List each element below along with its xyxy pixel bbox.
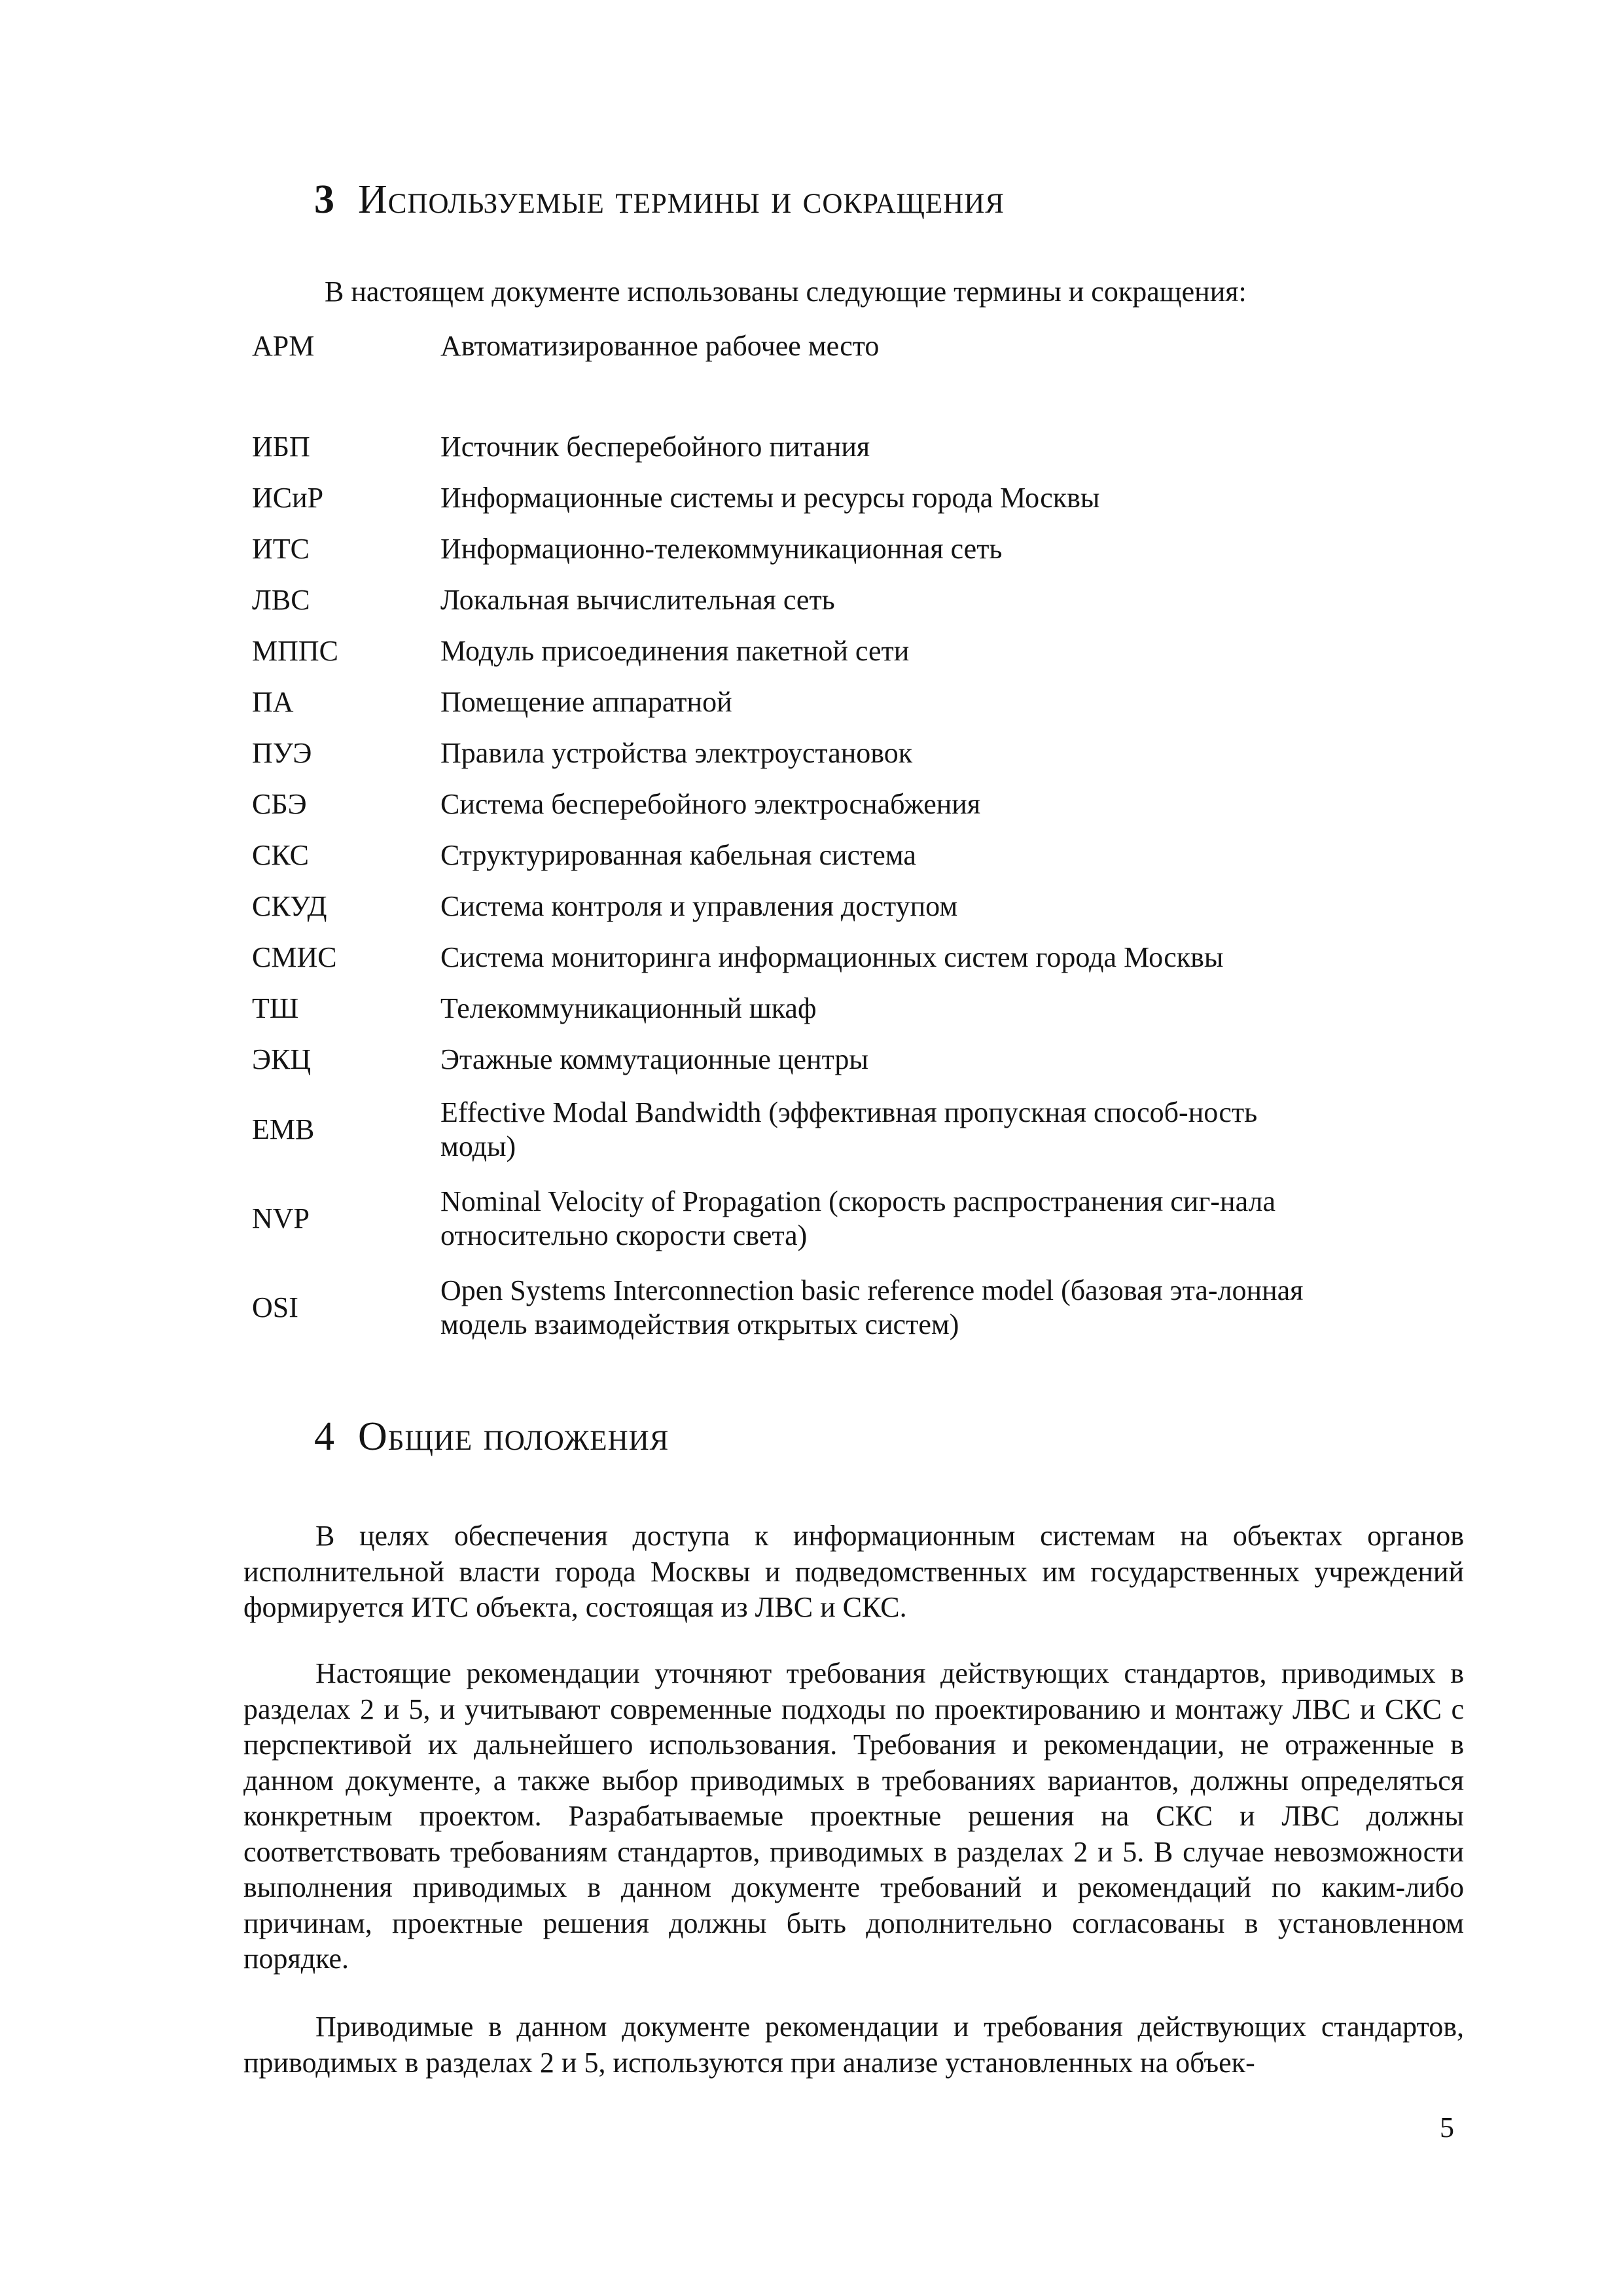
term-row — [252, 575, 1319, 626]
term-row — [252, 881, 1319, 932]
term-definition: Правила устройства электроустановок — [440, 737, 913, 770]
section-4-paragraph: Приводимые в данном документе рекомендации и требования действующих стандартов, приводимых в разделах 2 и 5, используются при анализе установленных на объек- — [243, 2011, 1464, 2079]
term-definition: Источник бесперебойного питания — [440, 431, 870, 463]
term-row — [252, 932, 1319, 983]
term-row — [252, 422, 1319, 473]
term-spacer — [252, 372, 1319, 422]
term-abbr: ПА — [252, 685, 294, 718]
section-4-paragraph: Настоящие рекомендации уточняют требования действующих стандартов, приводимых в разделах 2 и 5, и учитывают современные подходы по проектированию и монтажу ЛВС и СКС с перспективой их дальнейшего использования. Требования и рекомендации, не отраженные в данном документе, а также выбор приводимых в требованиях вариантов, должны определяться конкретным проектом. Разрабатываемые проектные решения на СКС и ЛВС должны соответствовать требованиям стандартов, приводимых в разделах 2 и 5. В случае невозможности выполнения приводимых в данном документе требований и рекомендаций по каким-либо причинам, проектные решения должны быть дополнительно согласованы в установленном порядке. — [243, 1657, 1464, 1975]
term-row — [252, 473, 1319, 524]
term-abbr: МППС — [252, 634, 339, 667]
section-3-title: Используемые термины и сокращения — [358, 177, 1005, 222]
term-definition: Система бесперебойного электроснабжения — [440, 788, 981, 821]
term-definition: Effective Modal Bandwidth (эффективная пропускная способ-ность моды) — [440, 1096, 1258, 1162]
term-abbr: СМИС — [252, 941, 337, 973]
term-row — [252, 1174, 1319, 1263]
term-definition: Телекоммуникационный шкаф — [440, 992, 817, 1025]
terms-intro: В настоящем документе использованы следующие термины и сокращения: — [325, 276, 1247, 308]
term-definition: Автоматизированное рабочее место — [440, 330, 880, 363]
term-abbr: ИБП — [252, 430, 310, 463]
term-abbr: OSI — [252, 1291, 298, 1323]
term-row — [252, 1085, 1319, 1174]
term-definition: Локальная вычислительная сеть — [440, 584, 835, 617]
section-4-paragraph: В целях обеспечения доступа к информационным системам на объектах органов исполнительной власти города Москвы и подведомственных им государственных учреждений формируется ИТС объекта, состоящая из ЛВС и СКС. — [243, 1520, 1464, 1624]
term-definition: Информационные системы и ресурсы города Москвы — [440, 482, 1100, 514]
term-definition: Система контроля и управления доступом — [440, 890, 958, 923]
term-definition: Помещение аппаратной — [440, 686, 732, 719]
section-3-number: 3 — [314, 177, 334, 222]
section-3-heading — [314, 177, 1005, 223]
term-definition: Модуль присоединения пакетной сети — [440, 635, 910, 668]
term-row — [252, 983, 1319, 1034]
term-row — [252, 321, 1319, 372]
page-number: 5 — [1440, 2111, 1454, 2144]
term-definition: Структурированная кабельная система — [440, 839, 916, 872]
term-definition: Nominal Velocity of Propagation (скорость распространения сиг-нала относительно скорости света) — [440, 1185, 1275, 1251]
term-definition: Этажные коммутационные центры — [440, 1043, 868, 1076]
term-definition: Open Systems Interconnection basic reference model (базовая эта-лонная модель взаимодействия открытых систем) — [440, 1274, 1304, 1340]
term-abbr: ИТС — [252, 532, 310, 565]
term-definition: Информационно-телекоммуникационная сеть — [440, 533, 1003, 565]
term-row — [252, 728, 1319, 779]
term-abbr: ИСиР — [252, 481, 324, 514]
term-abbr: ТШ — [252, 992, 299, 1024]
term-row — [252, 626, 1319, 677]
term-row — [252, 524, 1319, 575]
term-row — [252, 779, 1319, 830]
term-row — [252, 677, 1319, 728]
term-abbr: СКУД — [252, 889, 327, 922]
term-abbr: NVP — [252, 1202, 310, 1234]
term-abbr: СКС — [252, 838, 309, 871]
term-definition: Система мониторинга информационных систем города Москвы — [440, 941, 1224, 974]
term-row — [252, 1263, 1319, 1352]
term-abbr: СБЭ — [252, 787, 307, 820]
section-4-number: 4 — [314, 1414, 334, 1459]
terms-table — [252, 321, 1319, 1352]
term-abbr: ПУЭ — [252, 736, 312, 769]
term-abbr: АРМ — [252, 329, 315, 362]
term-abbr: ЛВС — [252, 583, 310, 616]
term-abbr: EMB — [252, 1113, 315, 1145]
section-4-title: Общие положения — [358, 1414, 669, 1459]
term-abbr: ЭКЦ — [252, 1043, 312, 1075]
term-row — [252, 1034, 1319, 1085]
section-4-heading — [314, 1414, 669, 1460]
term-row — [252, 830, 1319, 881]
